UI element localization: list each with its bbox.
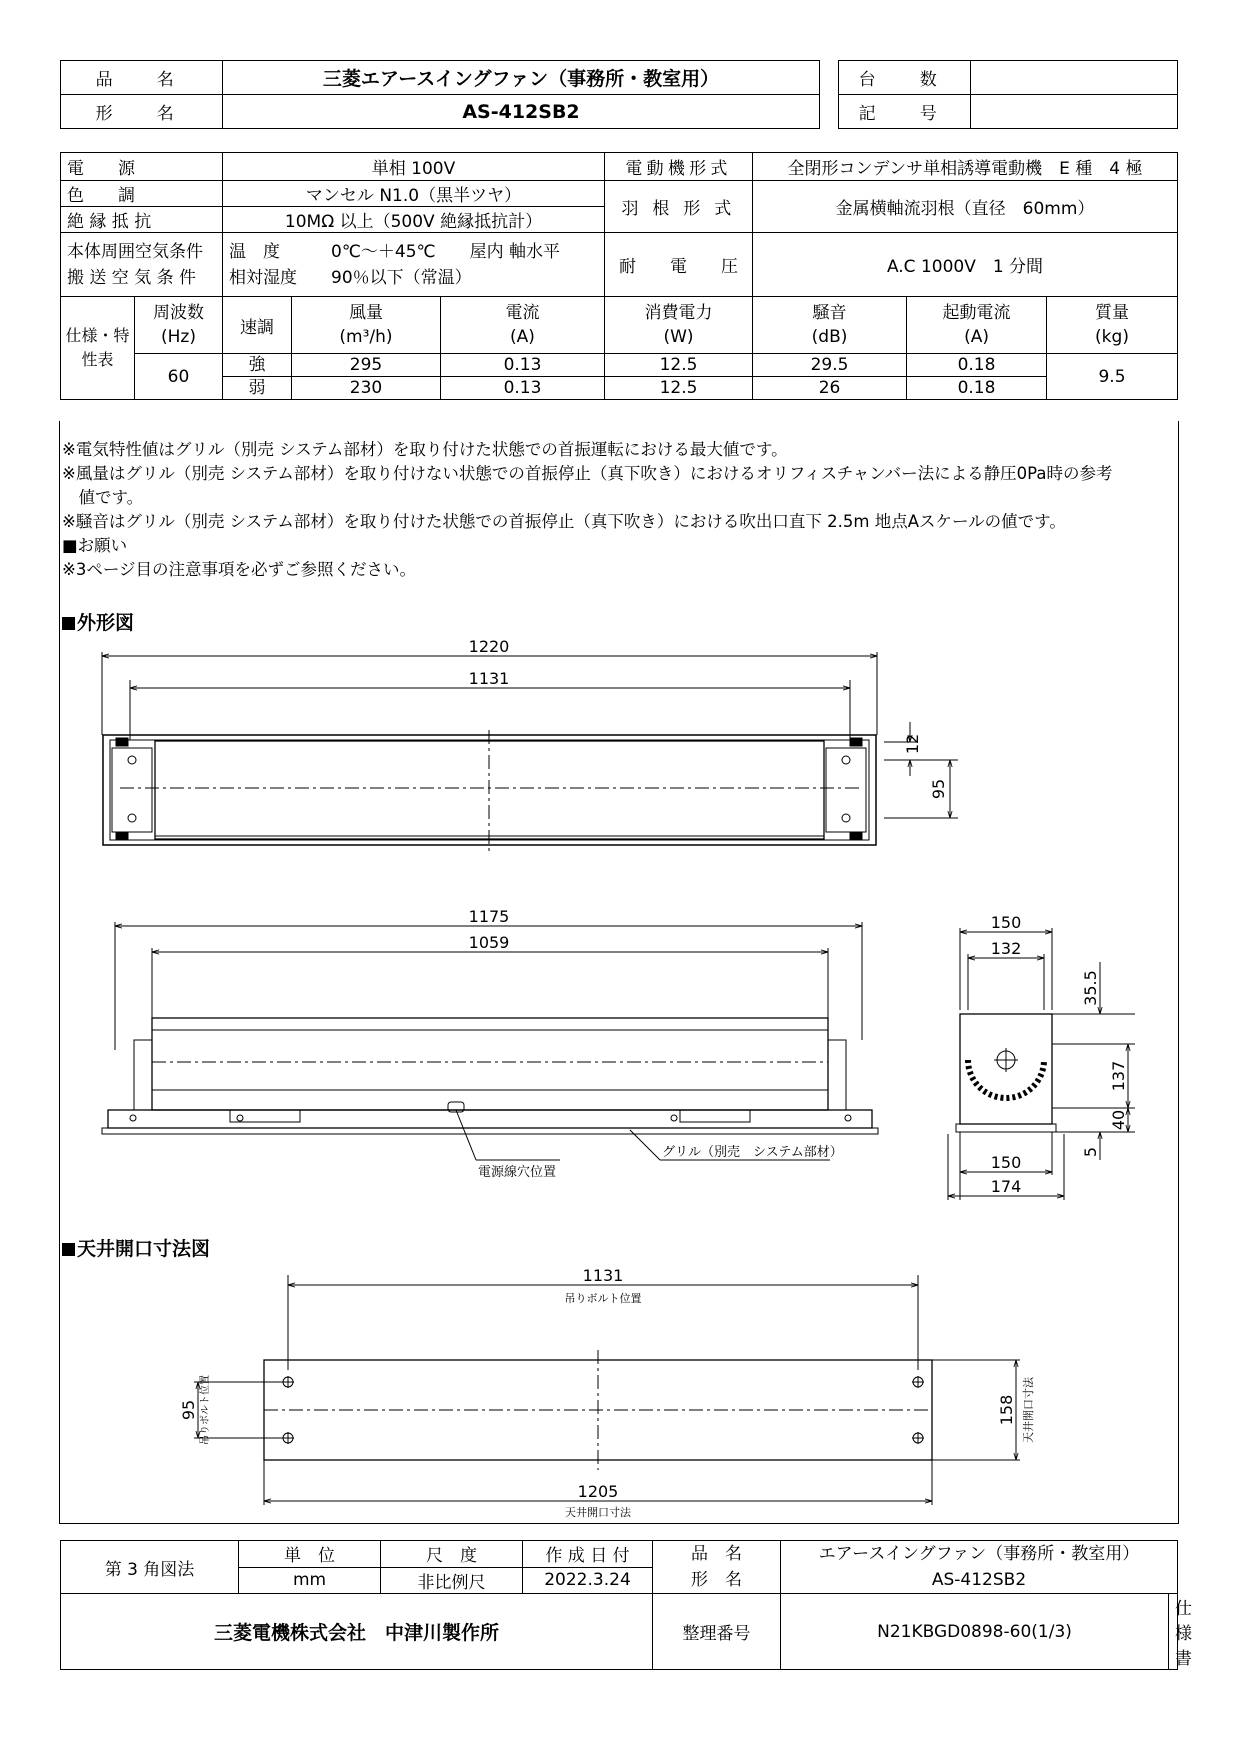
airflow-weak: 230: [349, 378, 383, 398]
label-grille: グリル（別売 システム部材）: [662, 1145, 843, 1160]
model-name: AS-412SB2: [223, 95, 820, 129]
power-strong: 12.5: [605, 354, 753, 377]
blade-type-label: 羽 根 形 式: [605, 181, 753, 233]
dim-side-5: 5: [1081, 1146, 1100, 1158]
note-3: 値です。: [62, 488, 144, 507]
mass-value: 9.5: [1047, 354, 1178, 400]
start-current-header: 起動電流 (A): [907, 297, 1047, 354]
current-strong: 0.13: [441, 354, 605, 377]
airflow-strong: 295: [349, 355, 383, 375]
side-view: [948, 928, 1135, 1200]
note-2: ※風量はグリル（別売 システム部材）を取り付けない状態での首振停止（真下吹き）におけるオリフィスチャンバー法による静圧0Pa時の参考: [62, 464, 1113, 483]
note-4: ※騒音はグリル（別売 システム部材）を取り付けた状態での首振停止（真下吹き）における吹出口直下 2.5m 地点Aスケールの値です。: [62, 512, 1066, 531]
dim-ceiling-95: 95: [179, 1399, 198, 1421]
dim-side-137: 137: [1109, 1060, 1128, 1092]
document-type: 仕様書: [1169, 1594, 1178, 1670]
scale-label: 尺 度: [381, 1541, 523, 1568]
blade-type-value: 金属横軸流羽根（直径 60mm）: [753, 181, 1178, 233]
motor-type-value: 全閉形コンデンサ単相誘導電動機 E 種 4 極: [753, 153, 1178, 181]
dim-side-174: 174: [990, 1177, 1022, 1196]
outline-heading: 外形図: [62, 608, 134, 635]
noise-weak: 26: [753, 377, 907, 400]
speed-strong: 強: [223, 354, 292, 376]
speed-weak: 弱: [223, 377, 292, 399]
scale-value: 非比例尺: [381, 1567, 523, 1594]
noise-header: 騒音 (dB): [753, 297, 907, 354]
power-header: 消費電力 (W): [605, 297, 753, 354]
front-view: [102, 922, 878, 1160]
mass-header: 質量 (kg): [1047, 297, 1178, 354]
dim-top-12: 12: [903, 733, 922, 755]
environment-label-2: 搬 送 空 気 条 件: [67, 267, 197, 288]
start-current-strong: 0.18: [907, 354, 1047, 377]
dim-top-bolt: 1131: [468, 669, 510, 688]
model-label: 形 名: [61, 95, 223, 129]
color-value: マンセル N1.0（黒半ツヤ）: [223, 181, 605, 207]
ref-label: 整理番号: [653, 1594, 781, 1670]
footer-model-label: 形 名: [691, 1570, 742, 1590]
color-label: 色 調: [61, 181, 223, 207]
dim-top-95: 95: [929, 778, 948, 800]
power-weak: 12.5: [605, 377, 753, 400]
label-ceiling-bolt-vertical: 吊りボルト位置: [200, 1375, 211, 1445]
speed-header: 速調: [223, 297, 292, 353]
product-name: 三菱エアースイングファン（事務所・教室用）: [223, 61, 820, 95]
date-value: 2022.3.24: [523, 1567, 653, 1594]
dim-side-40: 40: [1109, 1109, 1128, 1131]
note-6: ※3ページ目の注意事項を必ずご参照ください。: [62, 560, 416, 579]
name-model-labels: [653, 1541, 781, 1594]
ceiling-heading: 天井開口寸法図: [62, 1234, 210, 1261]
top-view: [102, 652, 958, 855]
projection-method: 第 3 角図法: [61, 1541, 239, 1594]
ref-value: N21KBGD0898-60(1/3): [781, 1594, 1169, 1670]
motor-type-label: 電動機形式: [605, 153, 753, 181]
current-header: 電流 (A): [441, 297, 605, 354]
start-current-weak: 0.18: [907, 377, 1047, 400]
footer-product-model: AS-412SB2: [931, 1570, 1027, 1590]
date-label: 作 成 日 付: [523, 1541, 653, 1568]
environment-humidity: 相対湿度 90％以下（常温）: [229, 267, 472, 288]
withstand-value: A.C 1000V 1 分間: [753, 233, 1178, 297]
footer-name-label: 品 名: [691, 1544, 742, 1564]
unit-label: 単 位: [239, 1541, 381, 1568]
dim-ceiling-158: 158: [997, 1394, 1016, 1426]
dim-front-body: 1059: [468, 933, 510, 952]
noise-strong: 29.5: [753, 354, 907, 377]
ceiling-opening-view: [194, 1275, 1020, 1505]
environment-label-1: 本体周囲空気条件: [67, 241, 203, 262]
quantity-label: 台 数: [839, 61, 971, 95]
withstand-label: 耐 電 圧: [605, 233, 753, 297]
product-name-label: 品 名: [61, 61, 223, 95]
label-ceiling-bolt: 吊りボルト位置: [564, 1292, 642, 1305]
power-label: 電 源: [61, 153, 223, 181]
note-5: ■お願い: [62, 536, 128, 555]
insulation-value: 10MΩ 以上（500V 絶縁抵抗計）: [223, 207, 605, 233]
footer-product: [781, 1541, 1178, 1594]
dim-ceiling-1205: 1205: [577, 1482, 619, 1501]
company-name: 三菱電機株式会社 中津川製作所: [61, 1594, 653, 1670]
symbol-label: 記 号: [839, 95, 971, 129]
label-ceiling-opening: 天井開口寸法: [565, 1506, 631, 1519]
dim-top-overall: 1220: [468, 637, 510, 656]
label-ceiling-opening-vertical: 天井開口寸法: [1022, 1377, 1035, 1443]
dim-side-132: 132: [990, 939, 1022, 958]
airflow-header: 風量 (m³/h): [339, 303, 393, 347]
dim-ceiling-bolt: 1131: [582, 1266, 624, 1285]
environment-temperature: 温 度 0℃～＋45℃ 屋内 軸水平: [229, 241, 561, 262]
footer-product-name: エアースイングファン（事務所・教室用）: [818, 1544, 1140, 1564]
note-1: ※電気特性値はグリル（別売 システム部材）を取り付けた状態での首振運転における最大値です。: [62, 440, 788, 459]
unit-value: mm: [239, 1567, 381, 1594]
insulation-label: 絶 縁 抵 抗: [61, 207, 223, 233]
frequency-value: 60: [135, 354, 223, 400]
dim-side-35-5: 35.5: [1081, 970, 1100, 1006]
frequency-header: 周波数 (Hz): [135, 297, 223, 354]
characteristics-label: 仕様・特性表: [61, 297, 135, 400]
dim-front-overall: 1175: [468, 907, 510, 926]
label-power-hole: 電源線穴位置: [478, 1165, 557, 1180]
dim-side-150-top: 150: [990, 913, 1022, 932]
dim-side-150-bottom: 150: [990, 1153, 1022, 1172]
power-value: 単相 100V: [223, 153, 605, 181]
current-weak: 0.13: [441, 377, 605, 400]
title-block: [60, 1540, 1192, 1670]
